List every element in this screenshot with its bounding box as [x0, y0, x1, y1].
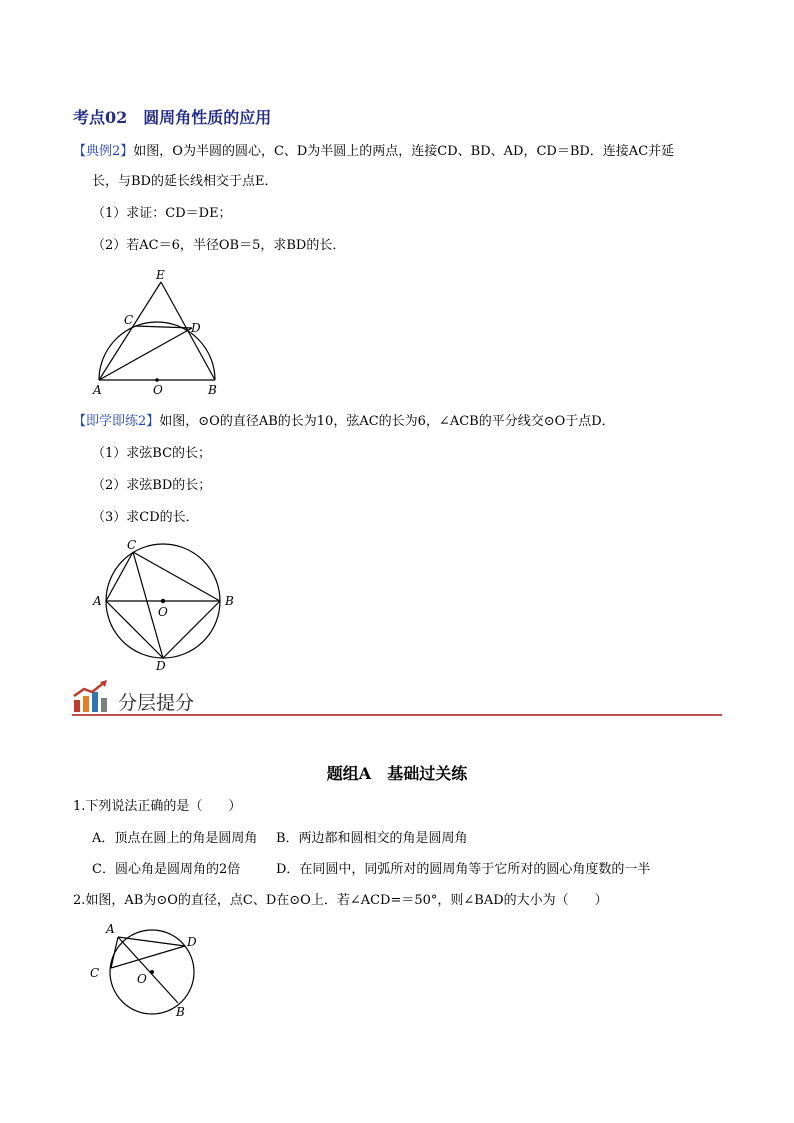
example2-question1: （1）求证：CD＝DE；	[92, 206, 232, 221]
fig1-label-a: A	[93, 383, 102, 397]
q1-stem: 1.下列说法正确的是（ ）	[73, 799, 242, 814]
q2-stem: 2.如图，AB为⊙O的直径，点C、D在⊙O上．若∠ACD=＝50°，则∠BAD的大小为（ ）	[73, 893, 608, 908]
banner-divider	[72, 714, 722, 716]
fig2-label-c: C	[127, 538, 137, 552]
section-heading: 圆周角性质的应用	[143, 108, 272, 127]
q1-option-a: A．顶点在圆上的角是圆周角	[92, 831, 258, 846]
bar-chart-growth-icon	[72, 680, 112, 714]
practice2-line1	[73, 412, 615, 432]
fig3-label-d: D	[187, 935, 197, 949]
practice2-text1: 如图，⊙O的直径AB的长为10，弦AC的长为6，∠ACB的平分线交⊙O于点D．	[159, 414, 615, 429]
practice2-figure	[90, 536, 240, 672]
q1-option-d: D．在同圆中，同弧所对的圆周角等于它所对的圆心角度数的一半	[276, 862, 651, 877]
fig1-label-o: O	[153, 383, 163, 397]
fig3-label-a: A	[106, 922, 115, 936]
fig1-label-b: B	[208, 383, 217, 397]
section-number: 考点02	[73, 108, 128, 127]
fig2-label-b: B	[225, 594, 234, 608]
section-title	[73, 105, 271, 128]
q2-figure	[86, 918, 206, 1020]
group-heading: 基础过关练	[387, 764, 468, 783]
group-title	[0, 761, 794, 784]
q1-option-c: C．圆心角是圆周角的2倍	[92, 862, 241, 877]
fig2-label-a: A	[93, 594, 102, 608]
practice2-question1: （1）求弦BC的长；	[92, 446, 212, 461]
fig3-label-o: O	[137, 972, 147, 986]
example2-line1	[73, 142, 674, 162]
group-name: 题组A	[326, 764, 372, 783]
banner-title: 分层提分	[118, 692, 195, 714]
fig1-label-e: E	[156, 268, 165, 282]
practice2-question2: （2）求弦BD的长；	[92, 478, 212, 493]
fig2-label-d: D	[156, 659, 166, 672]
fig1-label-c: C	[124, 313, 134, 327]
example2-line2: 长，与BD的延长线相交于点E．	[92, 174, 278, 189]
fig3-label-c: C	[90, 966, 100, 980]
example2-text1: 如图，O为半圆的圆心，C、D为半圆上的两点，连接CD、BD、AD，CD＝BD．连接AC并延	[133, 144, 675, 159]
example2-tag: 【典例2】	[73, 144, 134, 159]
fig1-label-d: D	[191, 321, 201, 335]
fig2-label-o: O	[158, 605, 168, 619]
example2-question2: （2）若AC＝6，半径OB＝5，求BD的长．	[92, 238, 346, 253]
example2-figure	[88, 268, 228, 398]
practice2-question3: （3）求CD的长．	[92, 510, 199, 525]
practice2-tag: 【即学即练2】	[73, 414, 160, 429]
q1-option-b: B．两边都和圆相交的角是圆周角	[276, 831, 468, 846]
fig3-label-b: B	[176, 1005, 185, 1019]
